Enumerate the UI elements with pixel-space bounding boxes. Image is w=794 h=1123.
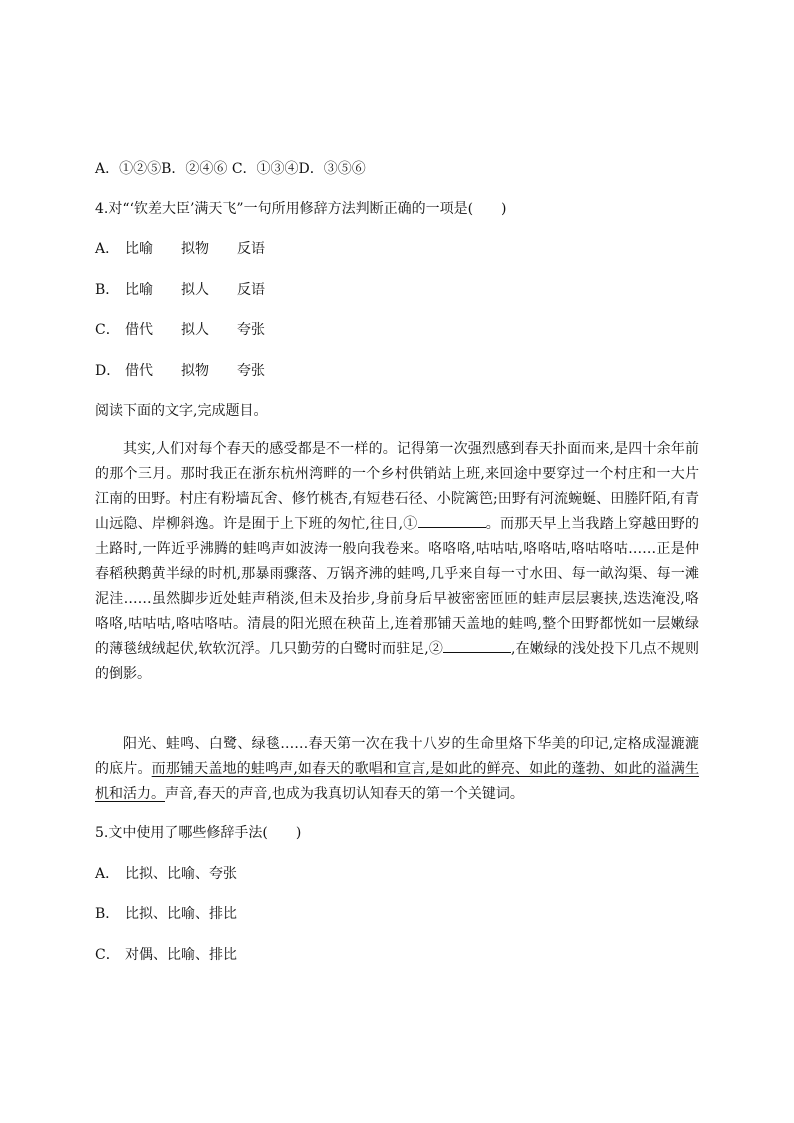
option-term-2: 拟物 [181, 363, 209, 379]
passage-text: 声音,春天的声音,也成为我真切认知春天的第一个关键词。 [165, 786, 524, 802]
option-term-3: 反语 [237, 282, 265, 298]
q4-option-b [95, 280, 265, 300]
option-label: D． [95, 363, 121, 379]
option-label: C． [95, 947, 120, 963]
option-text: 比拟、比喻、排比 [125, 906, 237, 922]
option-label: C． [95, 322, 120, 338]
option-term-1: 比喻 [125, 241, 153, 257]
option-term-1: 借代 [125, 363, 153, 379]
option-label: A． [95, 866, 120, 882]
option-term-1: 比喻 [125, 282, 153, 298]
option-label: B． [95, 282, 120, 298]
q5-stem: 5.文中使用了哪些修辞手法( ) [95, 825, 302, 841]
passage-text: 其实,人们对每个春天的感受都是不一样的。记得第一次强烈感到春天扑面而来,是四十余年前的那个三月。那时我正在浙东杭州湾畔的一个乡村供销站上班,来回途中要穿过一个村庄和一大片江南的田野。村庄有粉墙瓦舍、修竹桃杏,有短巷石径、小院篱笆;田野有河流蜿蜒、田塍阡陌,有青山远隐、岸柳斜逸。许是囿于上下班的匆忙,往日, [95, 441, 699, 532]
option-label: B． [95, 906, 120, 922]
option-term-2: 拟人 [181, 282, 209, 298]
q3-options: A．①②⑤B．②④⑥ C．①③④D．③⑤⑥ [95, 161, 366, 177]
fill-blank-2 [443, 638, 511, 653]
option-label: A． [95, 241, 120, 257]
underlined-sentence: 而那铺天盖地的蛙鸣声,如春天的歌唱和宣言,是如此的鲜亮、如此的蓬勃、如此的溢满生机和活力。 [95, 761, 700, 802]
q5-option-b [95, 904, 237, 924]
q4-option-c [95, 320, 265, 340]
fill-blank-1 [418, 513, 486, 528]
option-term-3: 夸张 [237, 322, 265, 338]
blank-marker-2: ② [428, 641, 444, 657]
q5-option-a [95, 864, 237, 884]
passage-text: 阳光、蛙鸣、白鹭、绿毯……春天第一次在我十八岁的生命里烙下华美的印记,定格成湿漉漉的底片。 [95, 736, 699, 777]
option-term-3: 夸张 [237, 363, 265, 379]
q4-stem: 4.对“‘钦差大臣’满天飞”一句所用修辞方法判断正确的一项是( ) [95, 201, 507, 217]
blank-marker-1: ① [403, 516, 418, 532]
passage-paragraph-2 [95, 732, 699, 807]
q4-option-a [95, 239, 265, 259]
passage-text: 。而那天早上当我踏上穿越田野的土路时,一阵近乎沸腾的蛙鸣声如波涛一般向我卷来。咯咯咯,咕咕咕,咯咯咕,咯咕咯咕……正是仲春稻秧鹅黄半绿的时机,那暴雨骤落、万锅齐沸的蛙鸣,几乎来自每一寸水田、每一畝沟渠、每一滩泥洼……虽然脚步近处蛙声稍淡,但未及抬步,身前身后早被密密匝匝的蛙声层层裹挟,迭迭淹没,咯咯咯,咕咕咕,咯咕咯咕。清晨的阳光照在秧苗上,连着那铺天盖地的蛙鸣,整个田野都恍如一层嫩绿的薄毯绒绒起伏,软软沉浮。几只勤劳的白鹭时而驻足, [95, 516, 699, 657]
option-text: 对偶、比喻、排比 [125, 947, 237, 963]
passage-text: ,在嫩绿的浅处投下几点不规则的倒影。 [95, 641, 700, 682]
option-term-2: 拟人 [181, 322, 209, 338]
option-term-3: 反语 [237, 241, 265, 257]
q4-option-d [95, 361, 265, 381]
q5-option-c [95, 945, 237, 965]
option-term-2: 拟物 [181, 241, 209, 257]
option-text: 比拟、比喻、夸张 [125, 866, 237, 882]
passage-paragraph-1 [95, 437, 699, 687]
option-term-1: 借代 [125, 322, 153, 338]
reading-instruction: 阅读下面的文字,完成题目。 [95, 403, 268, 419]
